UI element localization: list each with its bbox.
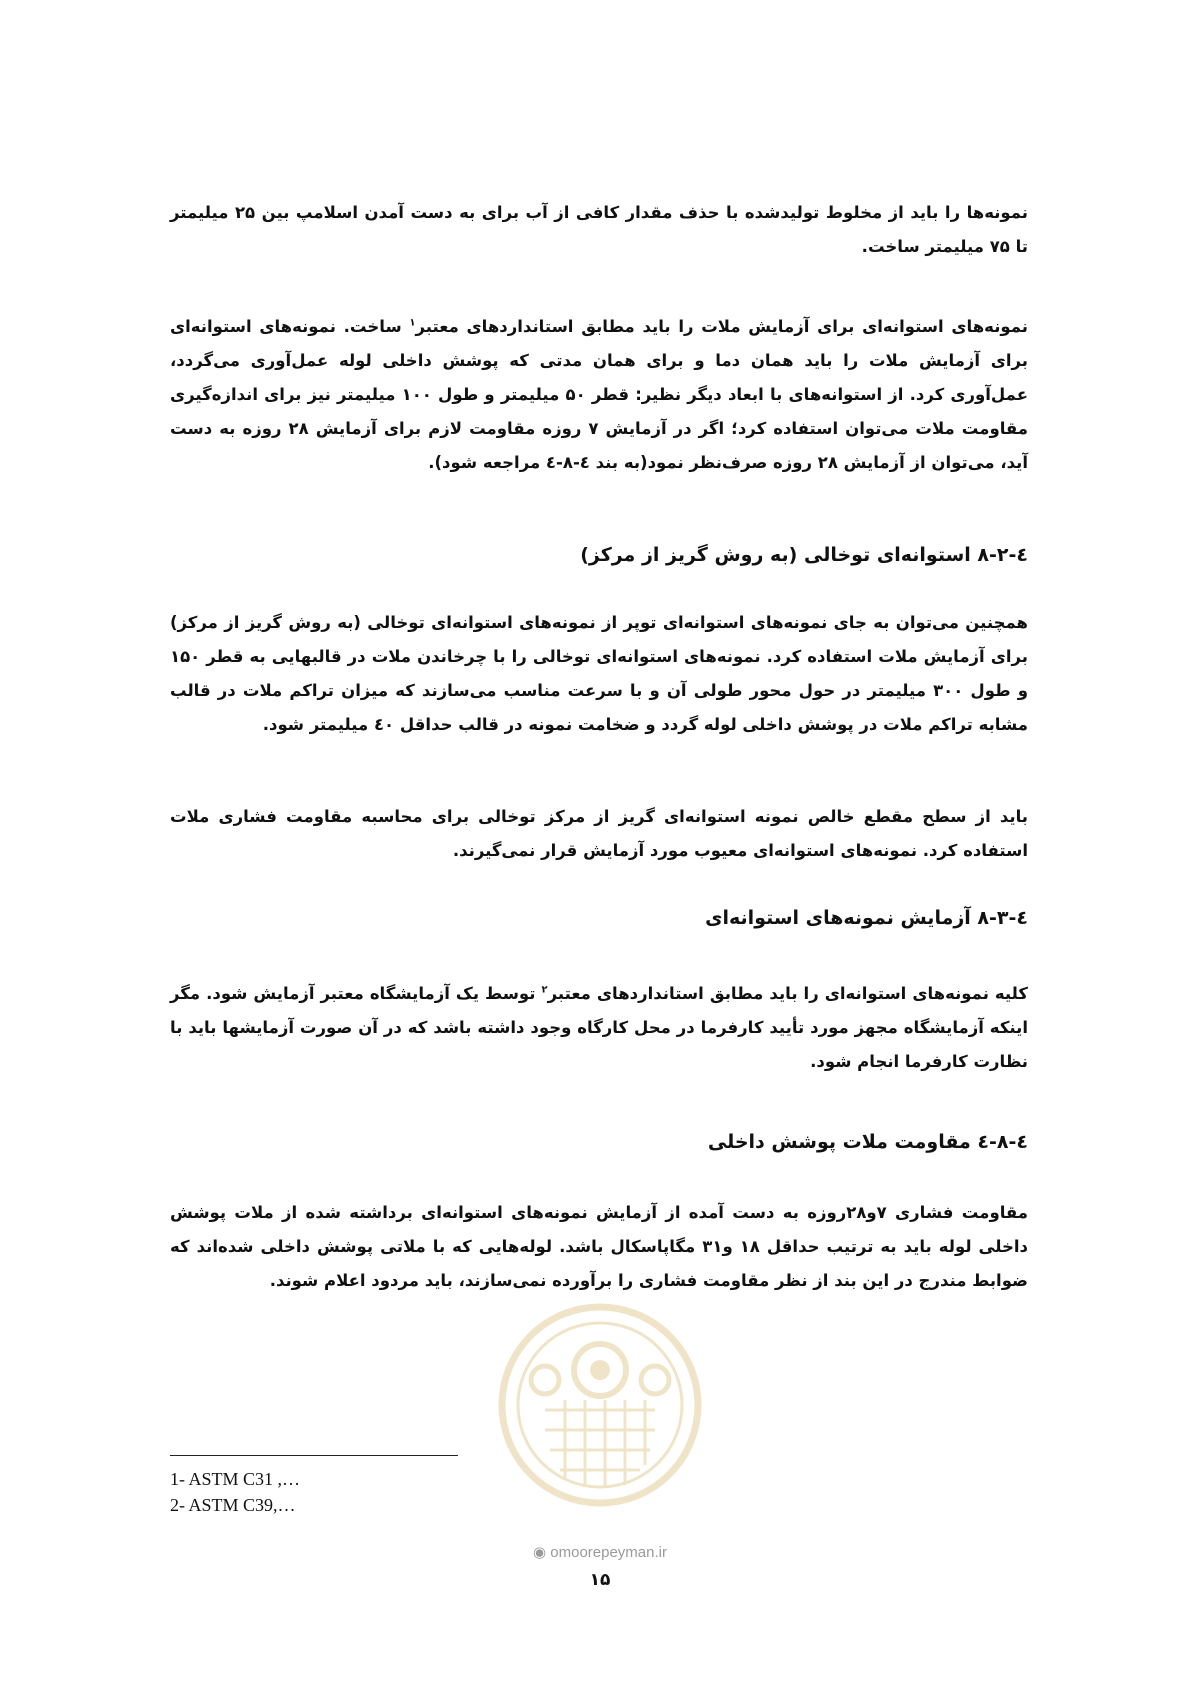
footnote-ref-1: ۱ xyxy=(409,317,416,329)
paragraph-text: توسط یک آزمایشگاه معتبر آزمایش شود. مگر اینکه آزمایشگاه مجهز مورد تأیید کارفرما در محل کارگاه وجود داشته باشد که در آن صورت آزمایشها باید با نظارت کارفرما انجام شود. xyxy=(170,984,1028,1071)
page-number: ۱۵ xyxy=(589,1570,611,1590)
watermark-site-icon: ◉ xyxy=(533,1544,551,1561)
paragraph-text: ساخت. نمونه‌های استوانه‌ای برای آزمایش ملات را باید همان دما و برای همان مدتی که پوشش داخلی لوله عمل‌آوری می‌گردد، عمل‌آوری کرد. از استوانه‌های با ابعاد دیگر نظیر: قطر ۵۰ میلیمتر و طول ۱۰۰ میلیمتر نیز برای اندازه‌گیری مقاومت ملات می‌توان استفاده کرد؛ اگر در آزمایش ۷ روزه مقاومت لازم برای آزمایش ۲۸ روزه به دست آید، می‌توان از آزمایش ۲۸ روزه صرف‌نظر نمود(به بند ٤-۸-٤ مراجعه شود). xyxy=(170,317,1028,472)
paragraph-text: کلیه نمونه‌های استوانه‌ای را باید مطابق استانداردهای معتبر xyxy=(547,984,1028,1003)
footnotes xyxy=(170,1466,570,1518)
footnote-divider xyxy=(170,1455,458,1456)
paragraph-compressive-strength: مقاومت فشاری ۷و۲۸روزه به دست آمده از آزمایش نمونه‌های استوانه‌ای برداشته شده از ملات پوشش داخلی لوله باید به ترتیب حداقل ۱۸ و۳۱ مگاپاسکال باشد. لوله‌هایی که با ملاتی پوشش داخلی شده‌اند که ضوابط مندرج در این بند از نظر مقاومت فشاری را برآورده نمی‌سازند، باید مردود اعلام شوند. xyxy=(170,1203,1029,1290)
watermark-site xyxy=(500,1543,700,1561)
paragraph-hollow-cylinder: همچنین می‌توان به جای نمونه‌های استوانه‌ای توپر از نمونه‌های استوانه‌ای توخالی (به روش گریز از مرکز) برای آزمایش ملات استفاده کرد. نمونه‌های استوانه‌ای توخالی را با چرخاندن ملات در قالبهایی به قطر ۱۵۰ و طول ۳۰۰ میلیمتر در حول محور طولی آن و با سرعت مناسب می‌سازند که میزان تراکم ملات در قالب مشابه تراکم ملات در پوشش داخلی لوله گردد و ضخامت نمونه در قالب حداقل ٤۰ میلیمتر شود. xyxy=(170,613,1028,734)
footnote-2: 2- ASTM C39,… xyxy=(170,1495,296,1515)
paragraph-specimen-slump: نمونه‌ها را باید از مخلوط تولیدشده با حذف مقدار کافی از آب برای به دست آمدن اسلامپ بین ۲۵ میلیمتر تا ۷۵ میلیمتر ساخت. xyxy=(170,203,1029,256)
paragraph-lab-testing xyxy=(170,977,1028,1079)
section-heading-lining-strength: ٤-۸-٤ مقاومت ملات پوشش داخلی xyxy=(707,1131,1028,1153)
watermark-site-text: omoorepeyman.ir xyxy=(550,1544,667,1561)
section-heading-hollow-cylinder: ٤-۸-۲ استوانه‌ای توخالی (به روش گریز از مرکز) xyxy=(580,544,1028,566)
paragraph-net-section: باید از سطح مقطع خالص نمونه استوانه‌ای گریز از مرکز توخالی برای محاسبه مقاومت فشاری ملات استفاده کرد. نمونه‌های استوانه‌ای معیوب مورد آزمایش قرار نمی‌گیرند. xyxy=(170,807,1028,860)
paragraph-cylinder-specimens xyxy=(170,310,1028,480)
footnote-1: 1- ASTM C31 ,… xyxy=(170,1469,301,1489)
footnote-ref-2: ۲ xyxy=(541,984,548,996)
paragraph-text: نمونه‌های استوانه‌ای برای آزمایش ملات را باید مطابق استانداردهای معتبر xyxy=(415,317,1028,336)
section-heading-cylinder-testing: ٤-۸-۳ آزمایش نمونه‌های استوانه‌ای xyxy=(705,907,1028,929)
